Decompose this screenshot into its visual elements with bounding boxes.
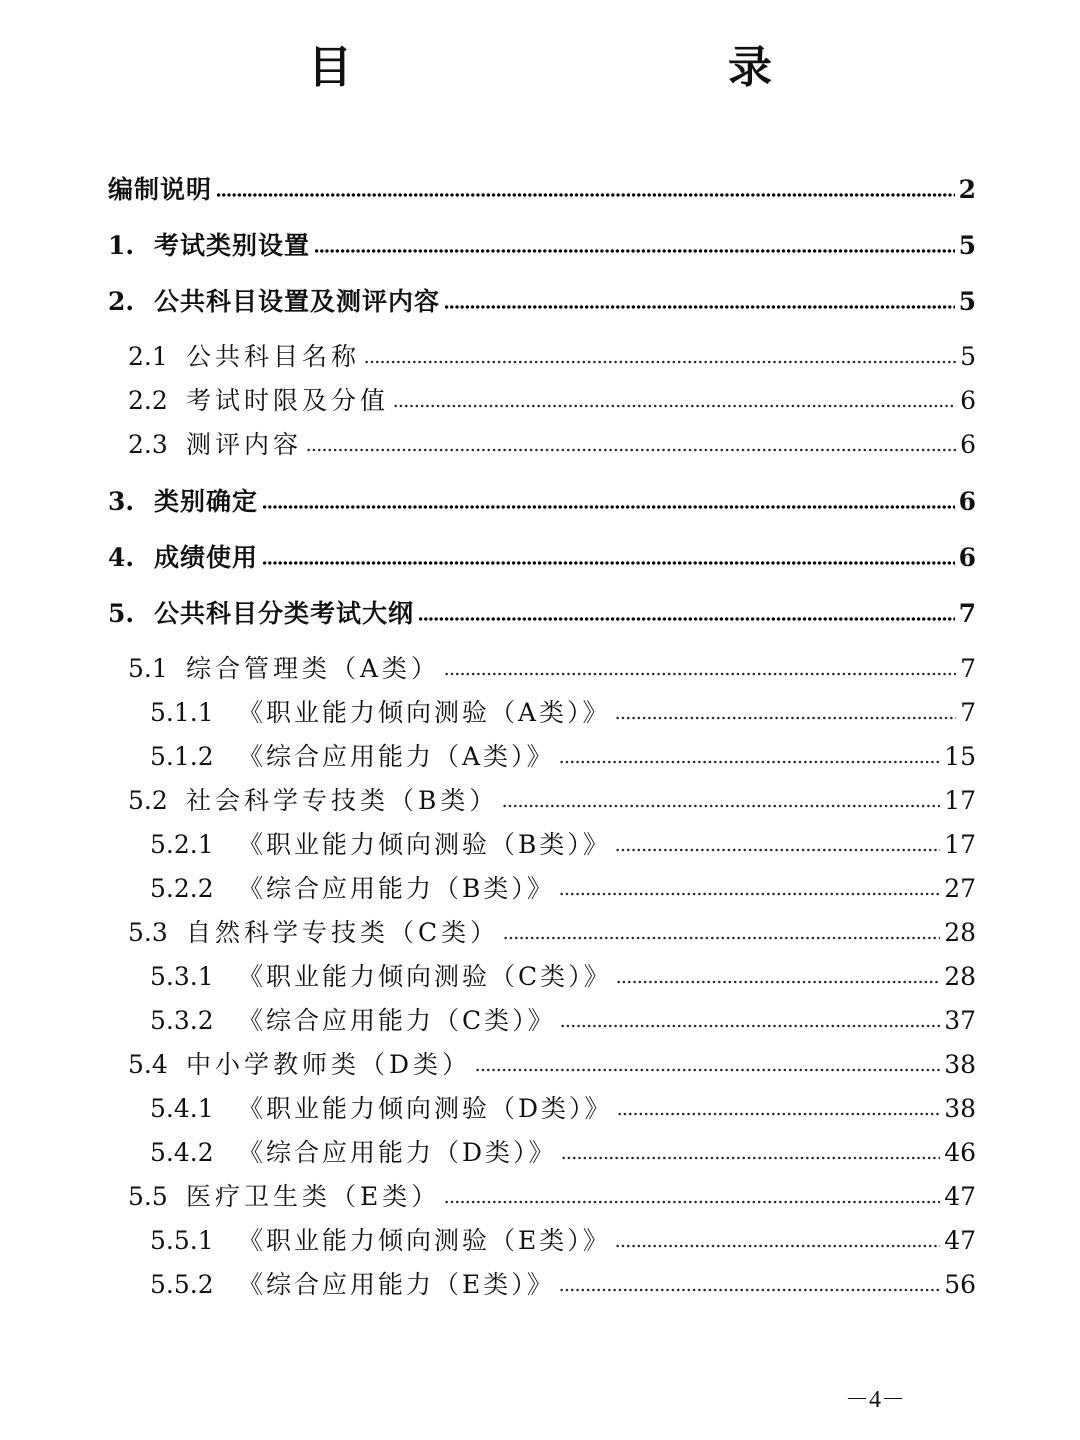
page-title: 目 录 [308,42,868,93]
toc-entry-number: 5.4.2 [150,1138,214,1167]
toc-entry-2-3[interactable] [0,420,1080,460]
toc-entry-number: 2.2 [128,386,168,415]
toc-entry-label: 医疗卫生类（E类） [186,1182,441,1211]
dot-leader [559,1288,940,1292]
dot-leader [617,1112,941,1116]
toc-entry-page: 47 [944,1182,976,1211]
toc-entry-label: 社会科学专技类（B类） [186,786,499,815]
toc-entry-number: 5.2.1 [150,830,214,859]
toc-entry-number: 5.5 [128,1182,168,1211]
toc-entry-label: 公共科目分类考试大纲 [154,599,415,628]
toc-entry-2-2[interactable] [0,376,1080,416]
dot-leader [475,1068,940,1072]
toc-entry-page: 7 [958,599,976,628]
toc-entry-page: 47 [944,1226,976,1255]
toc-entry-label: 《职业能力倾向测验（B类）》 [238,830,611,859]
toc-entry-label: 综合管理类（A类） [186,654,441,683]
toc-entry-number: 5.1.1 [150,698,214,727]
dot-leader [561,1156,941,1160]
toc-entry-5-1-2[interactable] [0,732,1080,772]
toc-entry-5-1-1[interactable] [0,688,1080,728]
toc-entry-label: 《综合应用能力（A类）》 [238,742,555,771]
toc-entry-page: 5 [958,231,976,260]
toc-entry-page: 17 [944,830,976,859]
toc-entry-5-3-1[interactable] [0,952,1080,992]
toc-entry-page: 7 [960,654,976,683]
toc-entry-number: 5.3.1 [150,962,214,991]
toc-entry-page: 37 [944,1006,976,1035]
toc-entry-5-3[interactable] [0,908,1080,948]
toc-entry-5-4-2[interactable] [0,1128,1080,1168]
dot-leader [216,193,955,197]
toc-entry-page: 28 [944,962,976,991]
page-number: －4－ [845,1387,905,1413]
dot-leader [262,561,955,565]
toc-entry-label: 《综合应用能力（D类）》 [238,1138,557,1167]
toc-entry-label: 中小学教师类（D类） [186,1050,472,1079]
dot-leader [615,848,940,852]
toc-entry-number: 5.5.1 [150,1226,214,1255]
toc-entry-number: 1. [108,231,135,260]
dot-leader [559,892,940,896]
toc-entry-5-4[interactable] [0,1040,1080,1080]
toc-entry-5-5-1[interactable] [0,1216,1080,1256]
toc-entry-page: 6 [960,386,976,415]
toc-entry-label: 编制说明 [108,175,213,204]
toc-entry-number: 5.1 [128,654,168,683]
toc-entry-label: 测评内容 [186,430,303,459]
toc-entry-page: 6 [958,487,976,516]
toc-entry-page: 2 [958,175,976,204]
dot-leader [262,505,955,509]
toc-entry-label: 考试类别设置 [154,231,311,260]
toc-entry-page: 5 [960,342,976,371]
toc-entry-label: 自然科学专技类（C类） [186,918,500,947]
toc-entry-label: 公共科目设置及测评内容 [154,287,441,316]
toc-entry-5-5-2[interactable] [0,1260,1080,1300]
toc-entry-page: 6 [960,430,976,459]
toc-entry-label: 《综合应用能力（E类）》 [238,1270,555,1299]
toc-entry-label: 类别确定 [154,487,259,516]
toc-entry-number: 5.4 [128,1050,168,1079]
toc-entry-number: 5.2.2 [150,874,214,903]
dot-leader [418,617,955,621]
dot-leader [364,360,956,364]
toc-entry-5-2-2[interactable] [0,864,1080,904]
dot-leader [503,936,940,940]
toc-entry-number: 5.1.2 [150,742,214,771]
toc-entry-number: 5.4.1 [150,1094,214,1123]
toc-entry-number: 2.3 [128,430,168,459]
toc-entry-page: 38 [944,1094,976,1123]
toc-entry-page: 7 [960,698,976,727]
toc-entry-number: 5.3.2 [150,1006,214,1035]
toc-entry-page: 38 [944,1050,976,1079]
toc-entry-number: 5.3 [128,918,168,947]
toc-entry-label: 成绩使用 [154,543,259,572]
toc-entry-5-2-1[interactable] [0,820,1080,860]
toc-entry-number: 5.5.2 [150,1270,214,1299]
toc-entry-5[interactable] [0,589,1080,629]
toc-entry-page: 5 [958,287,976,316]
dot-leader [444,1200,940,1204]
toc-entry-label: 《职业能力倾向测验（D类）》 [238,1094,613,1123]
toc-entry-preface[interactable] [0,165,1080,205]
toc-entry-1[interactable] [0,221,1080,261]
toc-entry-page: 56 [944,1270,976,1299]
toc-entry-label: 《职业能力倾向测验（E类）》 [238,1226,611,1255]
toc-entry-number: 3. [108,487,135,516]
toc-entry-2-1[interactable] [0,332,1080,372]
toc-entry-4[interactable] [0,533,1080,573]
toc-entry-5-4-1[interactable] [0,1084,1080,1124]
toc-entry-label: 《综合应用能力（B类）》 [238,874,555,903]
dot-leader [559,760,941,764]
toc-entry-page: 46 [944,1138,976,1167]
dot-leader [393,404,956,408]
dot-leader [560,1024,941,1028]
toc-entry-5-2[interactable] [0,776,1080,816]
toc-entry-page: 6 [958,543,976,572]
toc-entry-5-3-2[interactable] [0,996,1080,1036]
toc-entry-2[interactable] [0,277,1080,317]
toc-entry-5-5[interactable] [0,1172,1080,1212]
toc-entry-label: 公共科目名称 [186,342,361,371]
dot-leader [615,716,957,720]
toc-entry-number: 5.2 [128,786,168,815]
toc-entry-label: 《综合应用能力（C类）》 [238,1006,556,1035]
toc-entry-page: 27 [944,874,976,903]
toc-entry-label: 《职业能力倾向测验（A类）》 [238,698,611,727]
toc-entry-page: 15 [944,742,976,771]
dot-leader [502,804,940,808]
toc-entry-number: 5. [108,599,135,628]
toc-entry-label: 《职业能力倾向测验（C类）》 [238,962,612,991]
dot-leader [615,1244,940,1248]
toc-entry-page: 28 [944,918,976,947]
dot-leader [616,980,941,984]
toc-entry-label: 考试时限及分值 [186,386,390,415]
toc-entry-number: 2. [108,287,135,316]
toc-entry-3[interactable] [0,477,1080,517]
dot-leader [444,672,956,676]
toc-entry-5-1[interactable] [0,644,1080,684]
dot-leader [306,448,956,452]
toc-entry-number: 4. [108,543,135,572]
dot-leader [314,249,955,253]
toc-entry-page: 17 [944,786,976,815]
dot-leader [444,305,955,309]
toc-entry-number: 2.1 [128,342,168,371]
